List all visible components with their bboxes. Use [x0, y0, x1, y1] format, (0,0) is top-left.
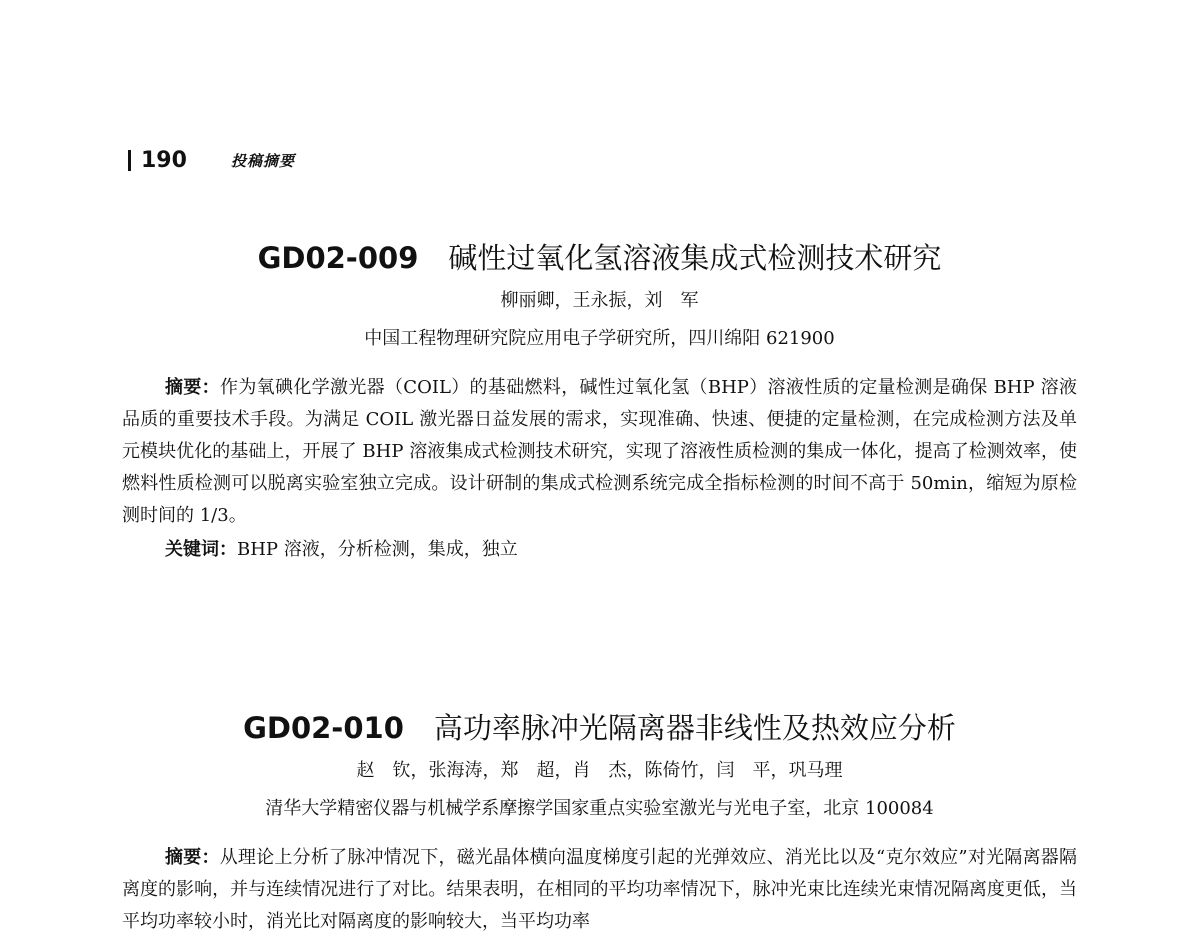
- abstract-text: 作为氧碘化学激光器（COIL）的基础燃料，碱性过氧化氢（BHP）溶液性质的定量检测是确保 BHP 溶液品质的重要技术手段。为满足 COIL 激光器日益发展的需求，实现准确、快速、便捷的定量检测，在完成检测方法及单元模块优化的基础上，开展了 BHP 溶液集成式检测技术研究，实现了溶液性质检测的集成一体化，提高了检测效率，使燃料性质检测可以脱离实验室独立完成。设计研制的集成式检测系统完成全指标检测的时间不高于 50min，缩短为原检测时间的 1/3。: [122, 377, 1078, 526]
- article-abstract: [122, 372, 1077, 532]
- article-title-text: 碱性过氧化氢溶液集成式检测技术研究: [448, 241, 942, 275]
- article-title: [122, 710, 1077, 746]
- section-name: 投稿摘要: [230, 152, 295, 170]
- header-rule: [128, 150, 131, 171]
- article-code: GD02-009: [257, 241, 419, 275]
- article-keywords: [122, 534, 1077, 566]
- running-header: [128, 148, 295, 173]
- article-authors: 赵 钦，张海涛，郑 超，肖 杰，陈倚竹，闫 平，巩马理: [356, 760, 843, 781]
- abstract-label: 摘要：: [165, 377, 220, 398]
- keywords-text: BHP 溶液，分析检测，集成，独立: [237, 539, 518, 560]
- article-code: GD02-010: [243, 711, 404, 745]
- article-abstract: [122, 842, 1077, 938]
- article-affiliation: 中国工程物理研究院应用电子学研究所，四川绵阳 621900: [364, 328, 835, 349]
- article-affiliation: 清华大学精密仪器与机械学系摩擦学国家重点实验室激光与光电子室，北京 100084: [265, 798, 934, 819]
- abstract-text: 从理论上分析了脉冲情况下，磁光晶体横向温度梯度引起的光弹效应、消光比以及“克尔效应”对光隔离器隔离度的影响，并与连续情况进行了对比。结果表明，在相同的平均功率情况下，脉冲光束比连续光束情况隔离度更低，当平均功率较小时，消光比对隔离度的影响较大，当平均功率: [122, 847, 1078, 932]
- keywords-label: 关键词：: [165, 539, 237, 560]
- article-gd02-010: [122, 710, 1077, 938]
- article-title-text: 高功率脉冲光隔离器非线性及热效应分析: [433, 711, 956, 745]
- abstract-label: 摘要：: [165, 847, 220, 868]
- article-title: [122, 240, 1077, 276]
- article-gd02-009: [122, 240, 1077, 566]
- article-authors: 柳丽卿，王永振，刘 军: [500, 290, 699, 311]
- page-number: 190: [141, 148, 187, 173]
